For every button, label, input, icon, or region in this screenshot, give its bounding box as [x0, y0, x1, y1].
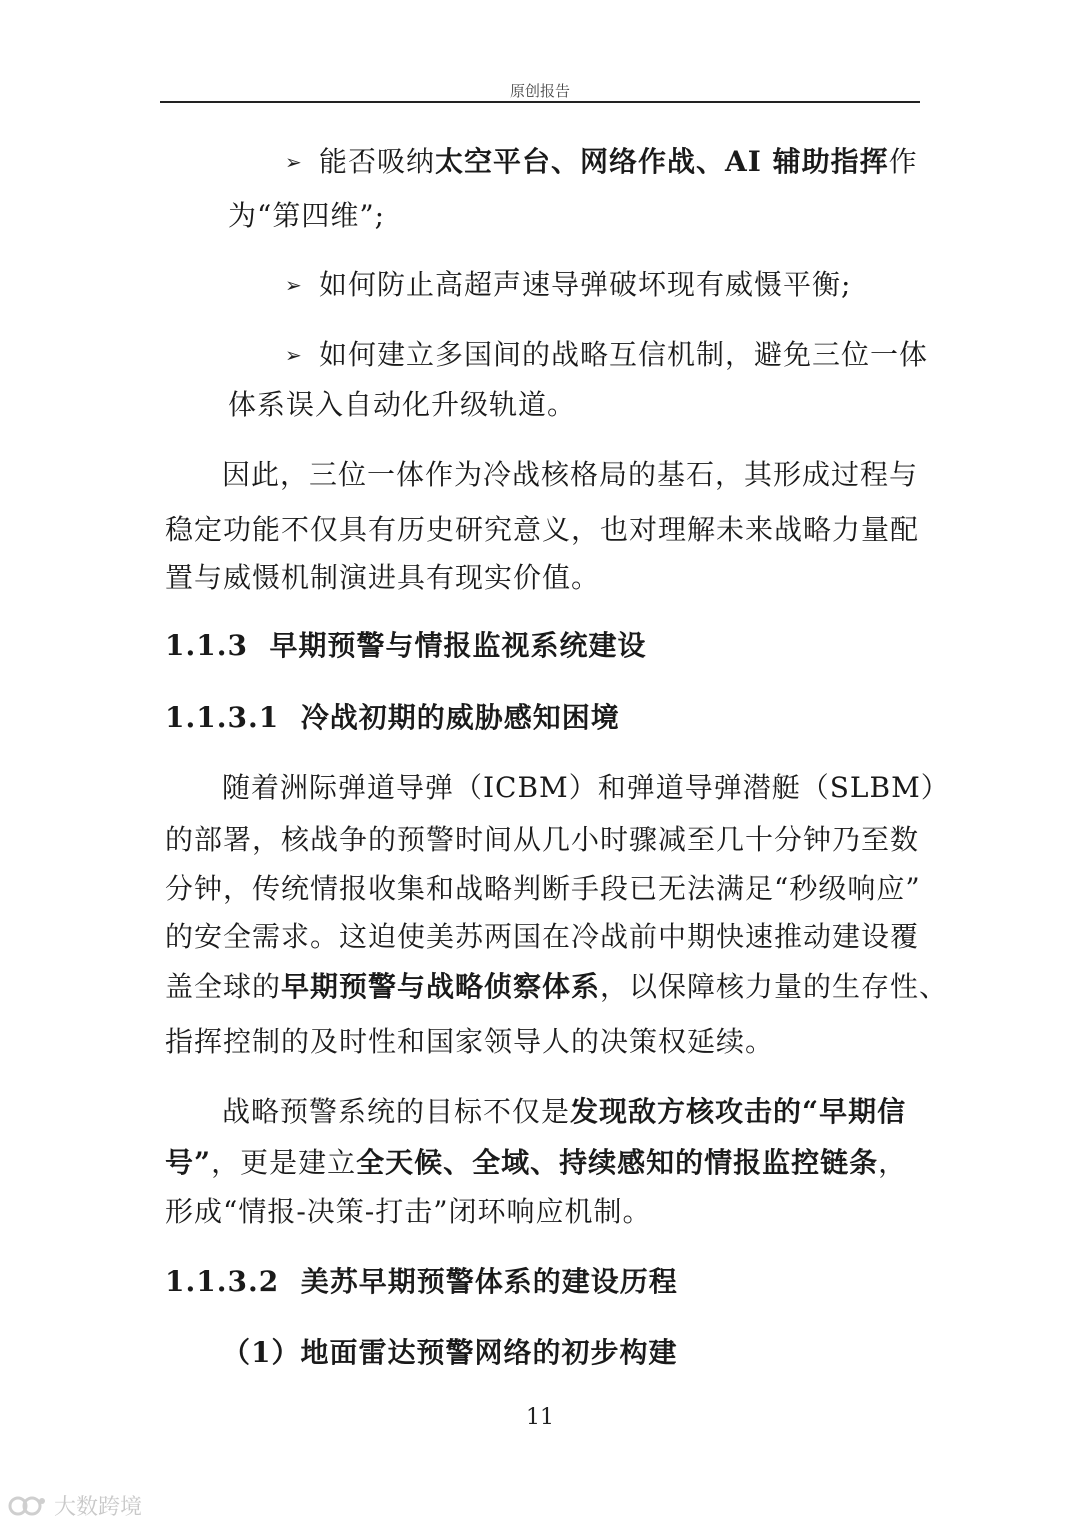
- para-2-line-1-bold: 发现敌方核攻击的“早期信: [570, 1095, 907, 1128]
- para-1-line-4: 的安全需求。这迫使美苏两国在冷战前中期快速推动建设覆: [165, 920, 920, 953]
- para-2-line-1: [222, 1092, 906, 1132]
- section-title: 早期预警与情报监视系统建设: [269, 629, 647, 662]
- para-2-line-3: 形成“情报-决策-打击”闭环响应机制。: [165, 1195, 652, 1228]
- para-1-line-2: 的部署，核战争的预警时间从几小时骤减至几十分钟乃至数: [165, 823, 920, 856]
- bullet-2-text: 如何防止高超声速导弹破坏现有威慑平衡;: [319, 268, 852, 301]
- section-number: 1.1.3: [165, 629, 248, 662]
- watermark-logo-icon: [8, 1493, 48, 1519]
- bullet-3-text: 如何建立多国间的战略互信机制，避免三位一体: [319, 338, 929, 371]
- arrow-bullet-icon: ➢: [285, 150, 303, 174]
- page-number: 11: [526, 1405, 554, 1430]
- conclusion-line-3: 置与威慑机制演进具有现实价值。: [165, 561, 601, 594]
- section-heading-1-1-3-2: [165, 1262, 678, 1302]
- para-1-line-5-a: 盖全球的: [165, 970, 282, 1003]
- section-title: 美苏早期预警体系的建设历程: [300, 1265, 678, 1298]
- bullet-1-text-bold: 太空平台、网络作战、AI 辅助指挥: [435, 145, 889, 178]
- para-1-line-5: [165, 967, 948, 1007]
- section-heading-1-1-3-1: [165, 698, 620, 738]
- para-1-line-5-bold: 早期预警与战略侦察体系: [281, 970, 601, 1003]
- section-number: 1.1.3.1: [165, 701, 280, 734]
- section-heading-1-1-3: [165, 626, 646, 666]
- para-1-line-3: 分钟，传统情报收集和战略判断手段已无法满足“秒级响应”: [165, 872, 921, 905]
- watermark-text: 大数跨境: [54, 1495, 143, 1520]
- bullet-item-3: [285, 335, 928, 375]
- conclusion-line-1: 因此，三位一体作为冷战核格局的基石，其形成过程与: [222, 458, 919, 491]
- section-number: 1.1.3.2: [165, 1265, 280, 1298]
- bullet-1-text-a: 能否吸纳: [319, 145, 436, 178]
- para-2-line-2-bold-a: 号”: [165, 1146, 212, 1179]
- para-2-line-2-b: ，更是建立: [211, 1146, 357, 1179]
- bullet-item-1: [285, 142, 918, 182]
- para-2-line-2-d: ，: [878, 1146, 908, 1179]
- section-title: 冷战初期的威胁感知困境: [300, 701, 620, 734]
- conclusion-line-2: 稳定功能不仅具有历史研究意义，也对理解未来战略力量配: [165, 513, 920, 546]
- para-2-line-2-bold-c: 全天候、全域、持续感知的情报监控链条: [356, 1146, 879, 1179]
- para-2-line-2: [165, 1143, 907, 1183]
- page-header: 原创报告: [509, 82, 570, 100]
- para-1-line-6: 指挥控制的及时性和国家领导人的决策权延续。: [165, 1025, 775, 1058]
- bullet-item-2: [285, 265, 851, 305]
- arrow-bullet-icon: ➢: [285, 343, 303, 367]
- subsection-heading-1: （1）地面雷达预警网络的初步构建: [222, 1336, 678, 1369]
- bullet-1-text-c: 作: [888, 145, 918, 178]
- watermark: [8, 1490, 142, 1521]
- bullet-1-line-2: 为“第四维”;: [228, 199, 386, 232]
- header-rule: [160, 101, 920, 103]
- bullet-3-line-2: 体系误入自动化升级轨道。: [228, 388, 577, 421]
- para-2-line-1-a: 战略预警系统的目标不仅是: [222, 1095, 571, 1128]
- arrow-bullet-icon: ➢: [285, 273, 303, 297]
- para-1-line-1: 随着洲际弹道导弹（ICBM）和弹道导弹潜艇（SLBM）: [222, 771, 950, 804]
- para-1-line-5-c: ，以保障核力量的生存性、: [600, 970, 949, 1003]
